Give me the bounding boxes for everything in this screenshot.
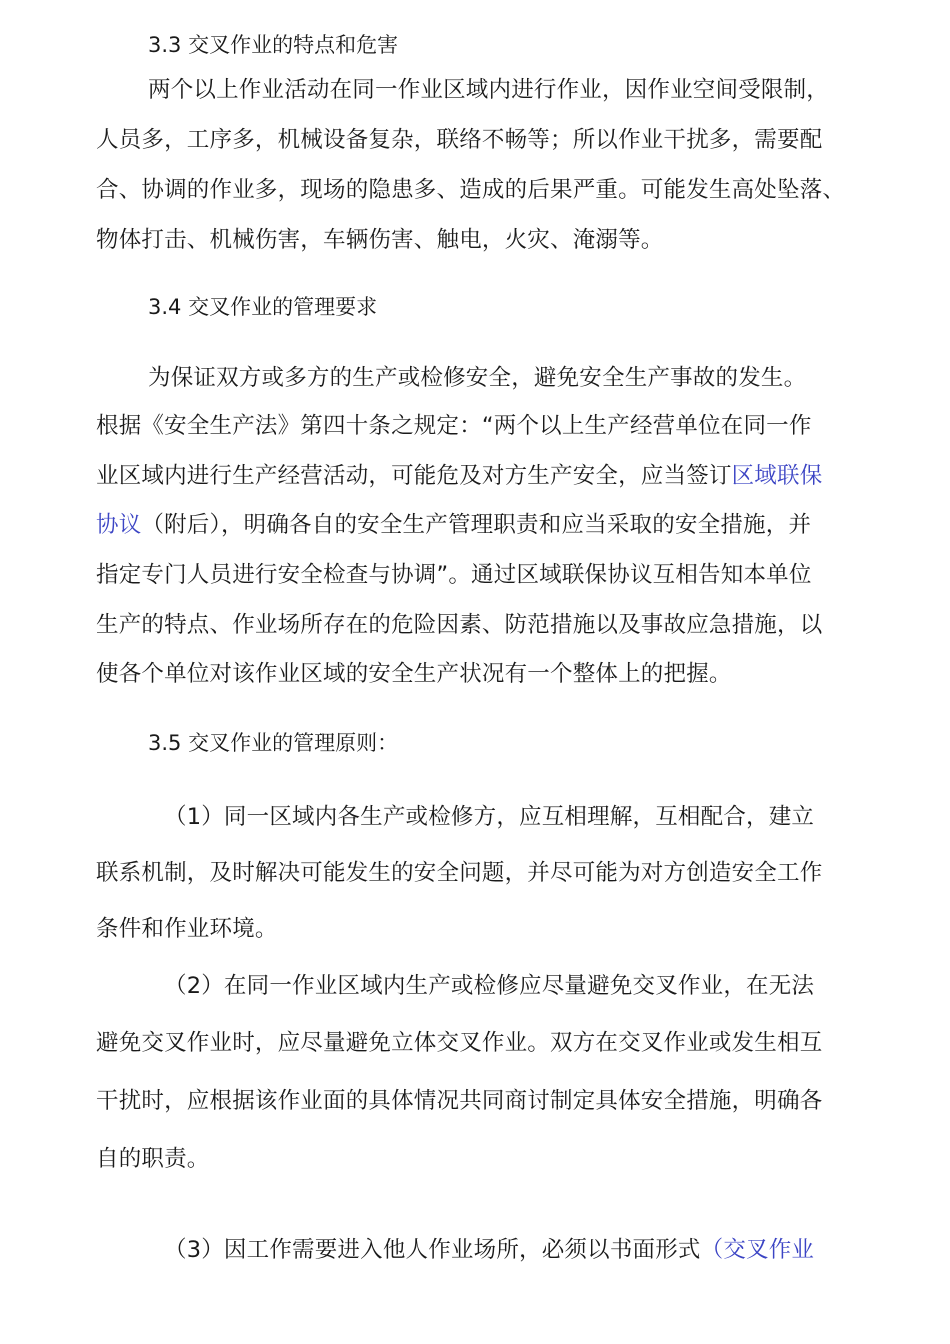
section-3-4-line-4 (96, 509, 811, 541)
section-3-4-line-1: 为保证双方或多方的生产或检修安全，避免安全生产事故的发生。 (148, 365, 807, 391)
item-2-line-1: （2）在同一作业区域内生产或检修应尽量避免交叉作业，在无法 (164, 973, 815, 999)
item-2-line-3: 干扰时，应根据该作业面的具体情况共同商讨制定具体安全措施，明确各 (96, 1088, 823, 1114)
section-3-3-line-2: 人员多，工序多，机械设备复杂，联络不畅等；所以作业干扰多，需要配 (96, 127, 823, 153)
item-1-line-3: 条件和作业环境。 (96, 916, 278, 942)
section-3-4-line-4-text: （附后），明确各自的安全生产管理职责和应当采取的安全措施，并 (141, 512, 812, 538)
regional-joint-protection-link[interactable]: 区域联保 (731, 463, 823, 489)
cross-work-link[interactable]: （交叉作业 (700, 1237, 815, 1263)
item-3-line-1-text: （3）因工作需要进入他人作业场所，必须以书面形式 (164, 1237, 701, 1263)
section-3-4-line-6: 生产的特点、作业场所存在的危险因素、防范措施以及事故应急措施，以 (96, 612, 823, 638)
section-3-4-line-3-text: 业区域内进行生产经营活动，可能危及对方生产安全，应当签订 (96, 463, 732, 489)
item-1-line-2: 联系机制，及时解决可能发生的安全问题，并尽可能为对方创造安全工作 (96, 860, 823, 886)
section-3-3-line-4: 物体打击、机械伤害，车辆伤害、触电，火灾、淹溺等。 (96, 227, 664, 253)
section-3-4-line-7: 使各个单位对该作业区域的安全生产状况有一个整体上的把握。 (96, 661, 732, 687)
item-2-line-2: 避免交叉作业时，应尽量避免立体交叉作业。双方在交叉作业或发生相互 (96, 1030, 823, 1056)
agreement-link[interactable]: 协议 (96, 512, 142, 538)
item-3-line-1 (164, 1234, 814, 1266)
section-3-4-line-2: 根据《安全生产法》第四十条之规定：“两个以上生产经营单位在同一作 (96, 413, 812, 439)
section-3-4-heading: 3.4 交叉作业的管理要求 (148, 295, 378, 319)
section-3-3-line-1: 两个以上作业活动在同一作业区域内进行作业，因作业空间受限制， (148, 77, 830, 103)
section-3-4-line-3 (96, 460, 822, 492)
item-1-line-1: （1）同一区域内各生产或检修方，应互相理解，互相配合，建立 (164, 804, 815, 830)
section-3-3-line-3: 合、协调的作业多，现场的隐患多、造成的后果严重。可能发生高处坠落、 (96, 177, 846, 203)
section-3-5-heading: 3.5 交叉作业的管理原则： (148, 731, 399, 755)
item-2-line-4: 自的职责。 (96, 1146, 210, 1172)
section-3-3-heading: 3.3 交叉作业的特点和危害 (148, 33, 399, 57)
section-3-4-line-5: 指定专门人员进行安全检查与协调”。通过区域联保协议互相告知本单位 (96, 562, 812, 588)
